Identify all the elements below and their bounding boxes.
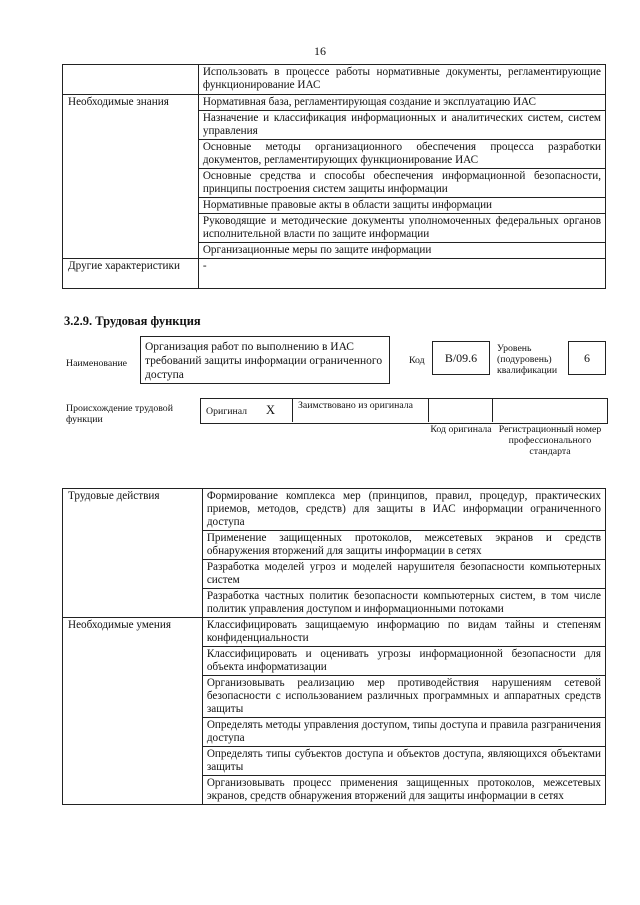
table-row (63, 618, 606, 647)
row-text: Нормативная база, регламентирующая создание и эксплуатацию ИАС (198, 95, 605, 111)
table-row (63, 65, 606, 95)
row-label-knowledge: Необходимые знания (63, 95, 199, 259)
table-row (63, 259, 606, 289)
row-text: Определять типы субъектов доступа и объектов доступа, являющихся объектами защиты (202, 747, 605, 776)
code-label: Код (409, 355, 425, 366)
code-value: B/09.6 (432, 341, 490, 375)
original-mark: X (266, 403, 276, 417)
level-value: 6 (568, 341, 606, 375)
row-text: Организационные меры по защите информации (198, 243, 605, 259)
row-text: Формирование комплекса мер (принципов, правил, процедур, практических приемов, методов, средств) для защиты в ИАС информации ограниченного доступа (202, 489, 605, 531)
divider (492, 398, 493, 422)
row-text: Нормативные правовые акты в области защиты информации (198, 198, 605, 214)
row-label-other: Другие характеристики (63, 259, 199, 289)
table-row (63, 95, 606, 111)
knowledge-table (62, 64, 606, 289)
row-text: Организовывать реализацию мер противодействия нарушениям сетевой безопасности с использованием различных программных и аппаратных средств защиты (202, 676, 605, 718)
row-text: Определять методы управления доступом, типы доступа и правила разграничения доступа (202, 718, 605, 747)
row-label (63, 65, 199, 95)
borrowed-label: Заимствовано из оригинала (298, 400, 413, 411)
row-text: Разработка частных политик безопасности компьютерных систем, в том числе политик управления доступом и информационными потоками (202, 589, 605, 618)
section-title: 3.2.9. Трудовая функция (64, 314, 201, 328)
row-text: Классифицировать и оценивать угрозы информационной безопасности для объекта информатизации (202, 647, 605, 676)
row-label-skills: Необходимые умения (63, 618, 203, 805)
original-label: Оригинал (206, 406, 248, 417)
row-text: Использовать в процессе работы нормативные документы, регламентирующие функционирование ИАС (198, 65, 605, 95)
row-text: Руководящие и методические документы уполномоченных федеральных органов исполнительной власти по защите информации (198, 214, 605, 243)
row-text: Назначение и классификация информационных и аналитических систем, систем управления (198, 111, 605, 140)
actions-skills-table (62, 488, 606, 805)
table-row (63, 489, 606, 531)
row-text: Классифицировать защищаемую информацию по видам тайны и степеням конфиденциальности (202, 618, 605, 647)
divider (428, 398, 429, 422)
divider (292, 398, 293, 422)
name-label: Наименование (66, 358, 128, 369)
page-number: 16 (314, 44, 326, 58)
row-text: Основные методы организационного обеспечения процесса разработки документов, регламентирующих функционирование ИАС (198, 140, 605, 169)
row-text: Организовывать процесс применения защищенных протоколов, межсетевых экранов, средств обнаружения вторжений для защиты информации в сетях (202, 776, 605, 805)
reg-num-caption: Регистрационный номер профессионального стандарта (498, 424, 602, 457)
function-name: Организация работ по выполнению в ИАС требований защиты информации ограниченного доступа (140, 336, 390, 384)
row-label-actions: Трудовые действия (63, 489, 203, 618)
row-text: - (198, 259, 605, 289)
row-text: Основные средства и способы обеспечения информационной безопасности, принципы построения систем защиты информации (198, 169, 605, 198)
row-text: Применение защищенных протоколов, межсетевых экранов и средств обнаружения вторжений для защиты информации в сетях (202, 531, 605, 560)
origin-label: Происхождение трудовой функции (66, 403, 173, 425)
code-orig-caption: Код оригинала (430, 424, 492, 435)
level-label: Уровень (подуровень) квалификации (497, 343, 558, 376)
row-text: Разработка моделей угроз и моделей нарушителя безопасности компьютерных систем (202, 560, 605, 589)
